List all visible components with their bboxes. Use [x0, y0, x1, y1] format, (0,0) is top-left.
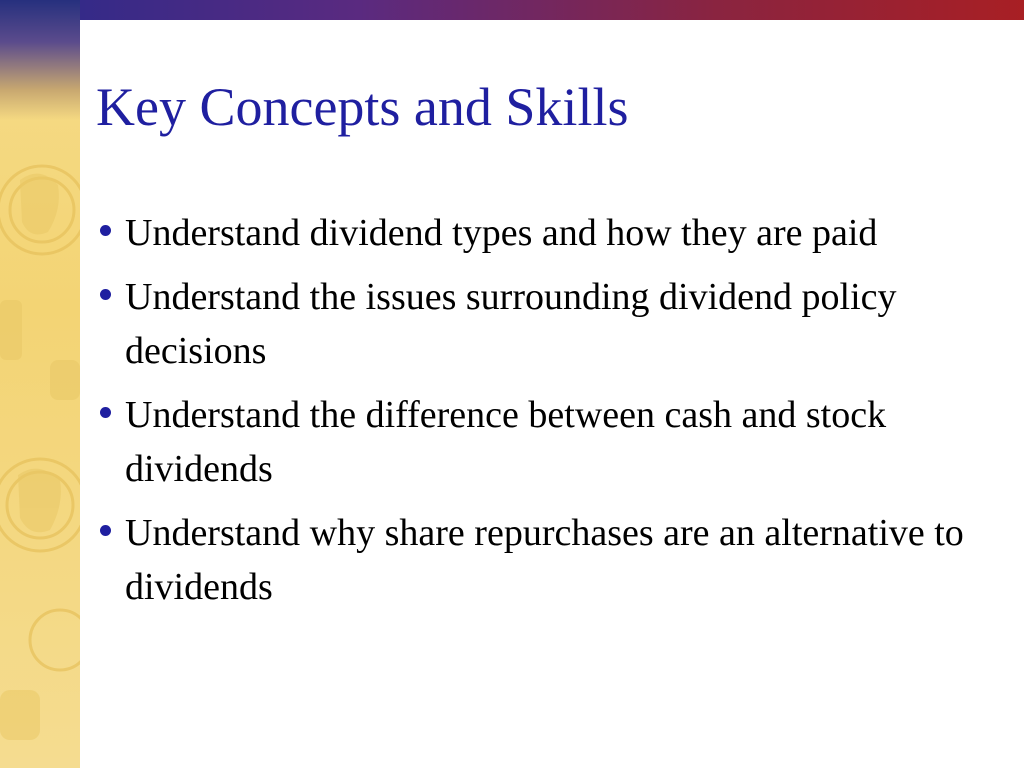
bullet-list [96, 206, 976, 624]
bullet-icon [100, 407, 111, 418]
bullet-item [96, 506, 976, 614]
coin-watermark-icon [0, 0, 80, 768]
bullet-item [96, 206, 976, 260]
bullet-text: Understand why share repurchases are an alternative to dividends [125, 512, 964, 608]
top-gradient-bar [0, 0, 1024, 20]
bullet-text: Understand dividend types and how they are paid [125, 212, 878, 254]
bullet-icon [100, 225, 111, 236]
bullet-item [96, 388, 976, 496]
bullet-item [96, 270, 976, 378]
side-decoration-panel [0, 0, 80, 768]
bullet-text: Understand the difference between cash and stock dividends [125, 394, 887, 490]
slide-title: Key Concepts and Skills [96, 77, 629, 137]
bullet-icon [100, 525, 111, 536]
bullet-icon [100, 289, 111, 300]
bullet-text: Understand the issues surrounding dividend policy decisions [125, 276, 897, 372]
